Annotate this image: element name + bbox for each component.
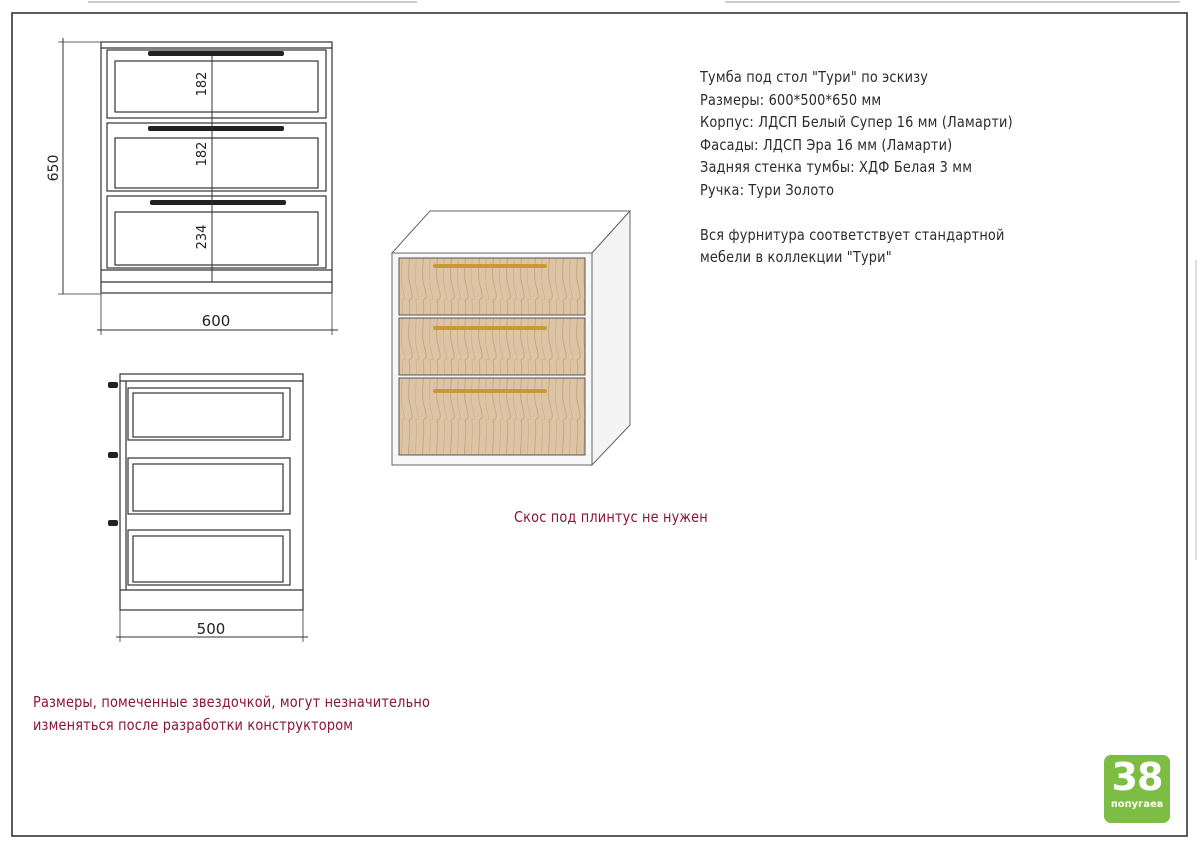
side-handle-1	[108, 382, 118, 388]
side-handle-2	[108, 452, 118, 458]
drawer-2-height-label: 182	[195, 141, 210, 167]
spec-handle: Ручка: Тури Золото	[700, 180, 835, 199]
render-handle-1	[433, 264, 547, 268]
front-handle-2	[148, 126, 284, 131]
drawer-3-height-label: 234	[195, 224, 210, 250]
spec-title: Тумба под стол "Тури" по эскизу	[700, 68, 929, 86]
spec-back-panel: Задняя стенка тумбы: ХДФ Белая 3 мм	[700, 158, 973, 176]
spec-block	[700, 66, 1061, 201]
dimension-warning	[33, 691, 480, 737]
warning-line-1: Размеры, помеченные звездочкой, могут незначительно	[33, 693, 431, 711]
front-handle-3	[150, 200, 286, 205]
front-drawer-2	[107, 123, 326, 191]
front-height-label: 650	[46, 154, 62, 182]
spec-facades: Фасады: ЛДСП Эра 16 мм (Ламарти)	[700, 135, 953, 154]
front-handle-1	[148, 51, 284, 56]
spec-size: Размеры: 600*500*650 мм	[700, 90, 882, 109]
spec-body: Корпус: ЛДСП Белый Супер 16 мм (Ламарти)	[700, 113, 1013, 131]
front-drawer-1	[107, 50, 326, 118]
side-depth-label: 500	[196, 620, 226, 638]
render-handle-2	[433, 326, 547, 330]
warning-line-2: изменяться после разработки конструктором	[33, 716, 354, 734]
drawer-1-height-label: 182	[195, 71, 210, 97]
side-handle-3	[108, 520, 118, 526]
logo-number: 38	[1111, 755, 1163, 799]
fittings-note	[700, 224, 1078, 268]
render-handle-3	[433, 389, 547, 393]
front-drawer-3	[107, 196, 326, 268]
cabinet-render	[392, 211, 630, 465]
fittings-note-line-1: Вся фурнитура соответствует стандартной	[700, 226, 1005, 244]
front-width-label: 600	[201, 312, 231, 330]
plinth-note: Скос под плинтус не нужен	[514, 508, 708, 526]
brand-logo	[1104, 755, 1170, 823]
logo-word: попугаев	[1110, 799, 1164, 810]
side-view	[108, 374, 308, 642]
fittings-note-line-2: мебели в коллекции "Тури"	[700, 248, 892, 266]
